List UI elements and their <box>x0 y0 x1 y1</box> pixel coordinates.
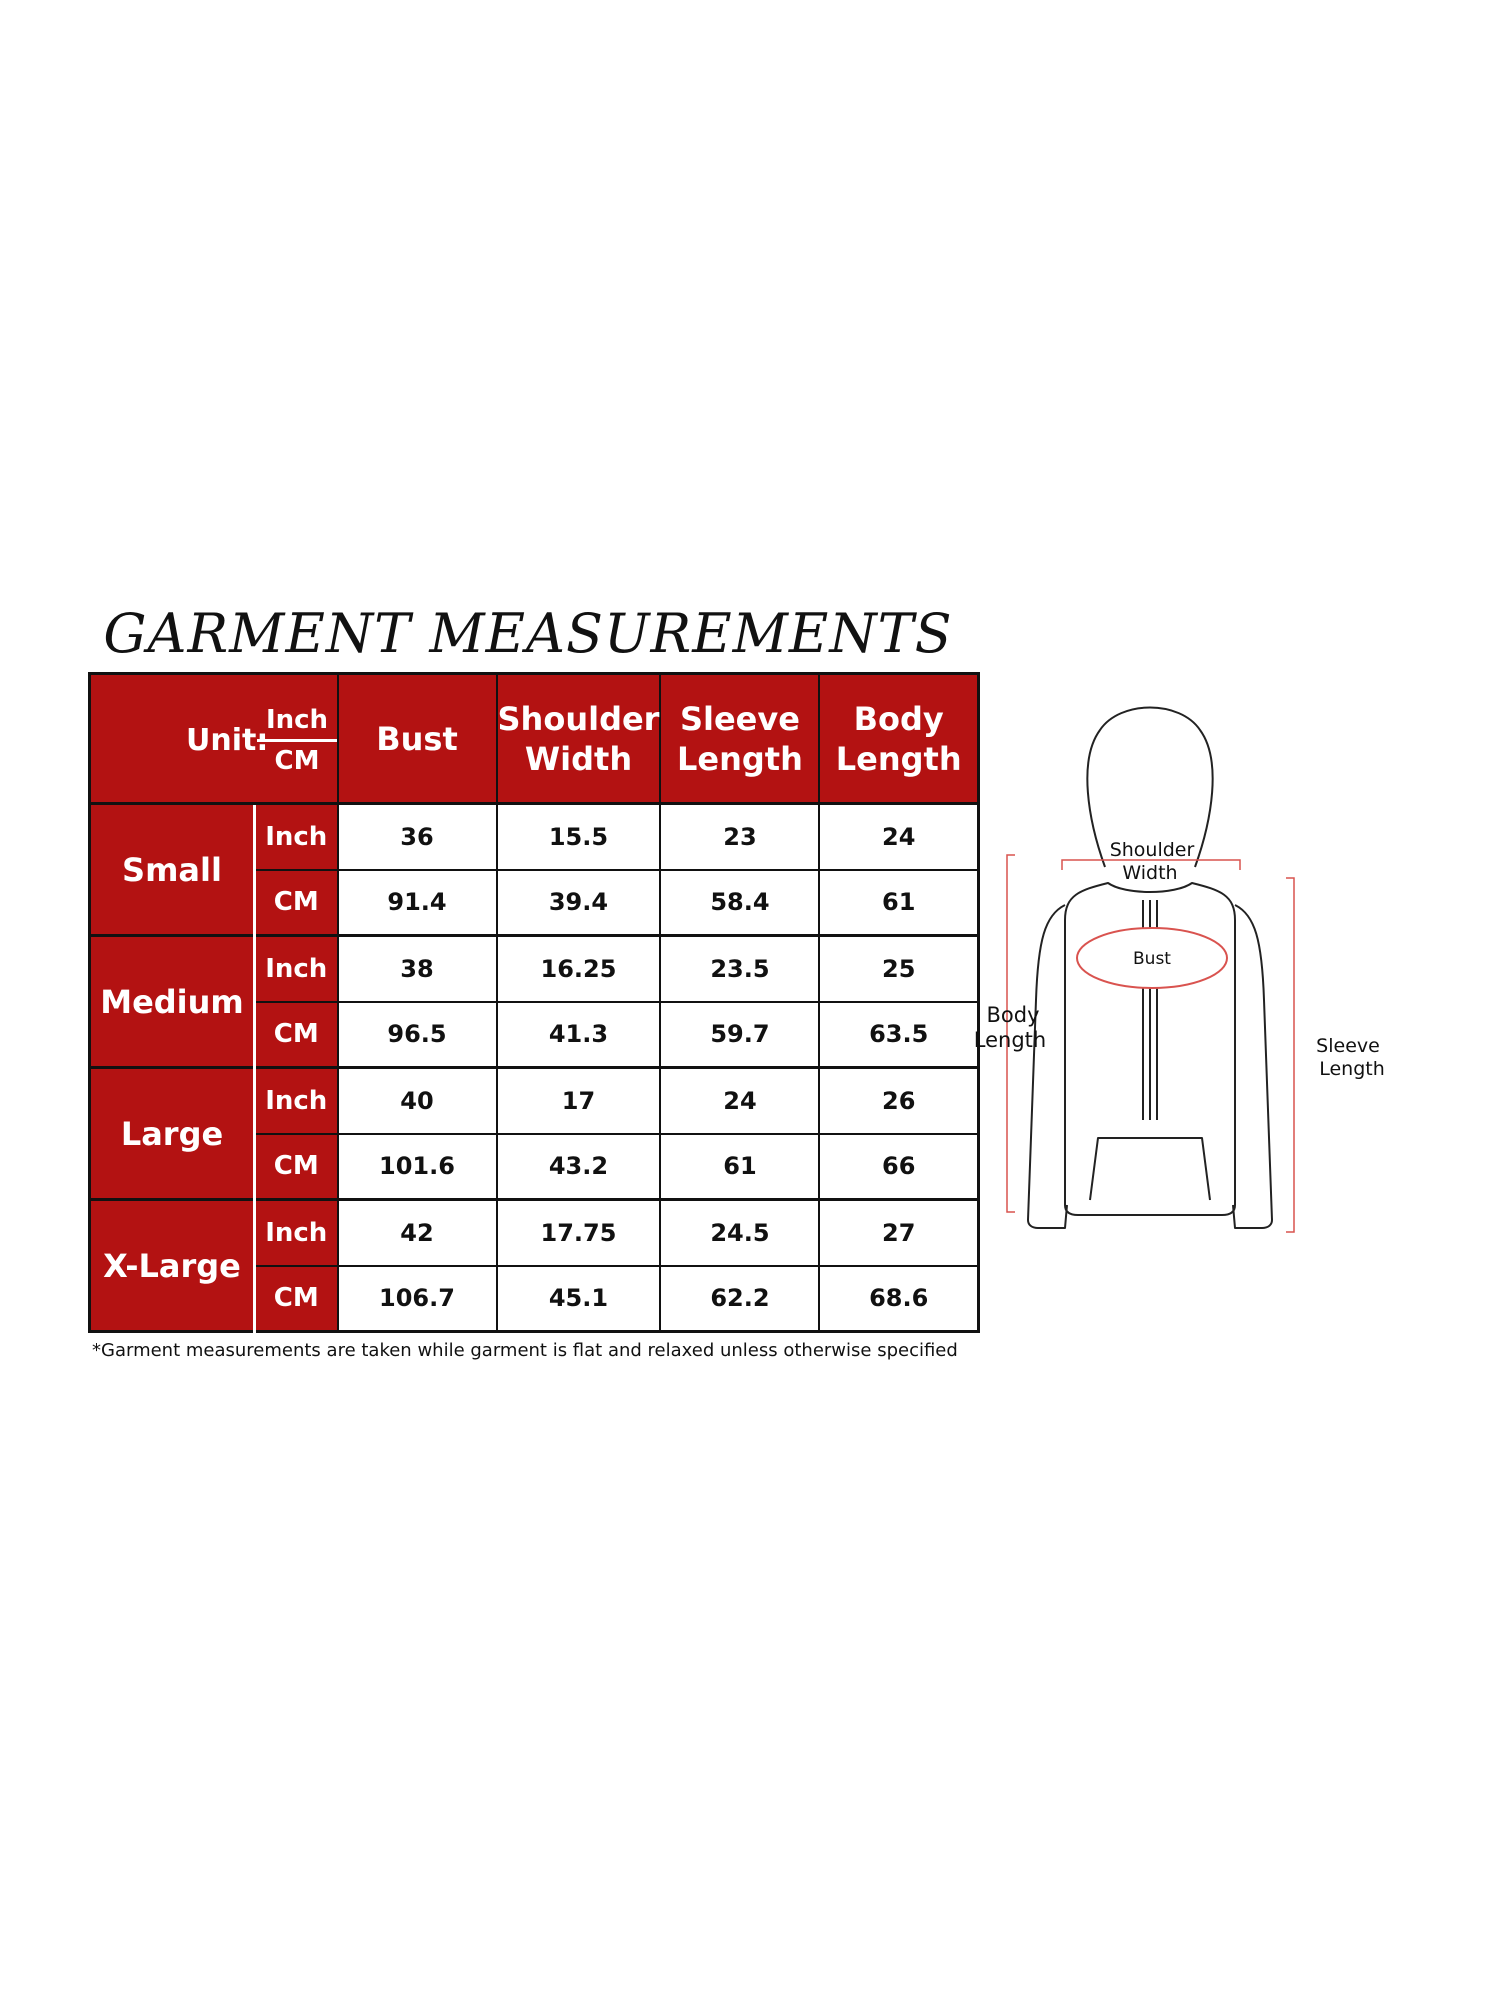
table-row <box>90 1200 979 1266</box>
size-label: Small <box>90 804 255 936</box>
size-label: Medium <box>90 936 255 1068</box>
table-header-row <box>90 674 979 804</box>
measurement-cell: 61 <box>660 1134 819 1200</box>
unit-inch: Inch <box>257 703 337 742</box>
measurement-cell: 25 <box>819 936 978 1002</box>
pocket-outline <box>1090 1138 1210 1200</box>
measurement-cell: 23 <box>660 804 819 870</box>
measurement-cell: 66 <box>819 1134 978 1200</box>
row-unit-label: CM <box>255 1266 338 1332</box>
row-unit-label: Inch <box>255 804 338 870</box>
body-length-label-1: Body <box>986 1003 1040 1027</box>
measurement-cell: 40 <box>338 1068 497 1134</box>
shoulder-label-2: Width <box>1122 862 1178 884</box>
measurement-cell: 58.4 <box>660 870 819 936</box>
measurement-cell: 15.5 <box>497 804 661 870</box>
measurement-cell: 16.25 <box>497 936 661 1002</box>
measurement-cell: 101.6 <box>338 1134 497 1200</box>
measurement-cell: 68.6 <box>819 1266 978 1332</box>
measurement-cell: 45.1 <box>497 1266 661 1332</box>
unit-fraction <box>257 703 337 778</box>
bust-label: Bust <box>1133 949 1171 969</box>
size-label: Large <box>90 1068 255 1200</box>
measurement-cell: 43.2 <box>497 1134 661 1200</box>
measurement-cell: 27 <box>819 1200 978 1266</box>
measurement-cell: 42 <box>338 1200 497 1266</box>
row-unit-label: Inch <box>255 1200 338 1266</box>
measurement-cell: 106.7 <box>338 1266 497 1332</box>
body-length-label-2: Length <box>973 1028 1047 1052</box>
measurement-cell: 91.4 <box>338 870 497 936</box>
sleeve-length-measure-line <box>1286 878 1294 1232</box>
header-shoulder-width: Shoulder Width <box>497 674 661 804</box>
size-label: X-Large <box>90 1200 255 1332</box>
measurement-cell: 24.5 <box>660 1200 819 1266</box>
measurement-cell: 96.5 <box>338 1002 497 1068</box>
table-row <box>90 936 979 1002</box>
measurement-cell: 62.2 <box>660 1266 819 1332</box>
hoodie-diagram <box>960 700 1440 1260</box>
row-unit-label: CM <box>255 1002 338 1068</box>
row-unit-label: Inch <box>255 936 338 1002</box>
unit-header <box>90 674 338 804</box>
measurement-cell: 26 <box>819 1068 978 1134</box>
measurement-cell: 24 <box>819 804 978 870</box>
sleeve-length-label-1: Sleeve <box>1316 1035 1380 1057</box>
unit-label: Unit: <box>186 723 269 758</box>
size-chart-table <box>88 672 980 1333</box>
header-sleeve-length: Sleeve Length <box>660 674 819 804</box>
measurement-cell: 17 <box>497 1068 661 1134</box>
measurement-cell: 39.4 <box>497 870 661 936</box>
measurement-cell: 36 <box>338 804 497 870</box>
measurement-cell: 23.5 <box>660 936 819 1002</box>
measurement-cell: 59.7 <box>660 1002 819 1068</box>
right-sleeve-outline <box>1233 905 1272 1228</box>
header-body-length: Body Length <box>819 674 978 804</box>
shoulder-label-1: Shoulder <box>1109 839 1195 861</box>
footnote: *Garment measurements are taken while garment is flat and relaxed unless otherwise specified <box>92 1340 958 1361</box>
measurement-cell: 38 <box>338 936 497 1002</box>
header-bust: Bust <box>338 674 497 804</box>
row-unit-label: CM <box>255 870 338 936</box>
measurement-cell: 17.75 <box>497 1200 661 1266</box>
left-sleeve-outline <box>1028 905 1067 1228</box>
row-unit-label: Inch <box>255 1068 338 1134</box>
measurement-cell: 63.5 <box>819 1002 978 1068</box>
table-row <box>90 1068 979 1134</box>
measurement-cell: 24 <box>660 1068 819 1134</box>
measurement-cell: 41.3 <box>497 1002 661 1068</box>
page-title: GARMENT MEASUREMENTS <box>103 602 953 665</box>
size-rows <box>90 804 979 1332</box>
sleeve-length-label-2: Length <box>1319 1058 1385 1080</box>
table-row <box>90 804 979 870</box>
unit-cm: CM <box>274 746 320 776</box>
row-unit-label: CM <box>255 1134 338 1200</box>
measurement-cell: 61 <box>819 870 978 936</box>
